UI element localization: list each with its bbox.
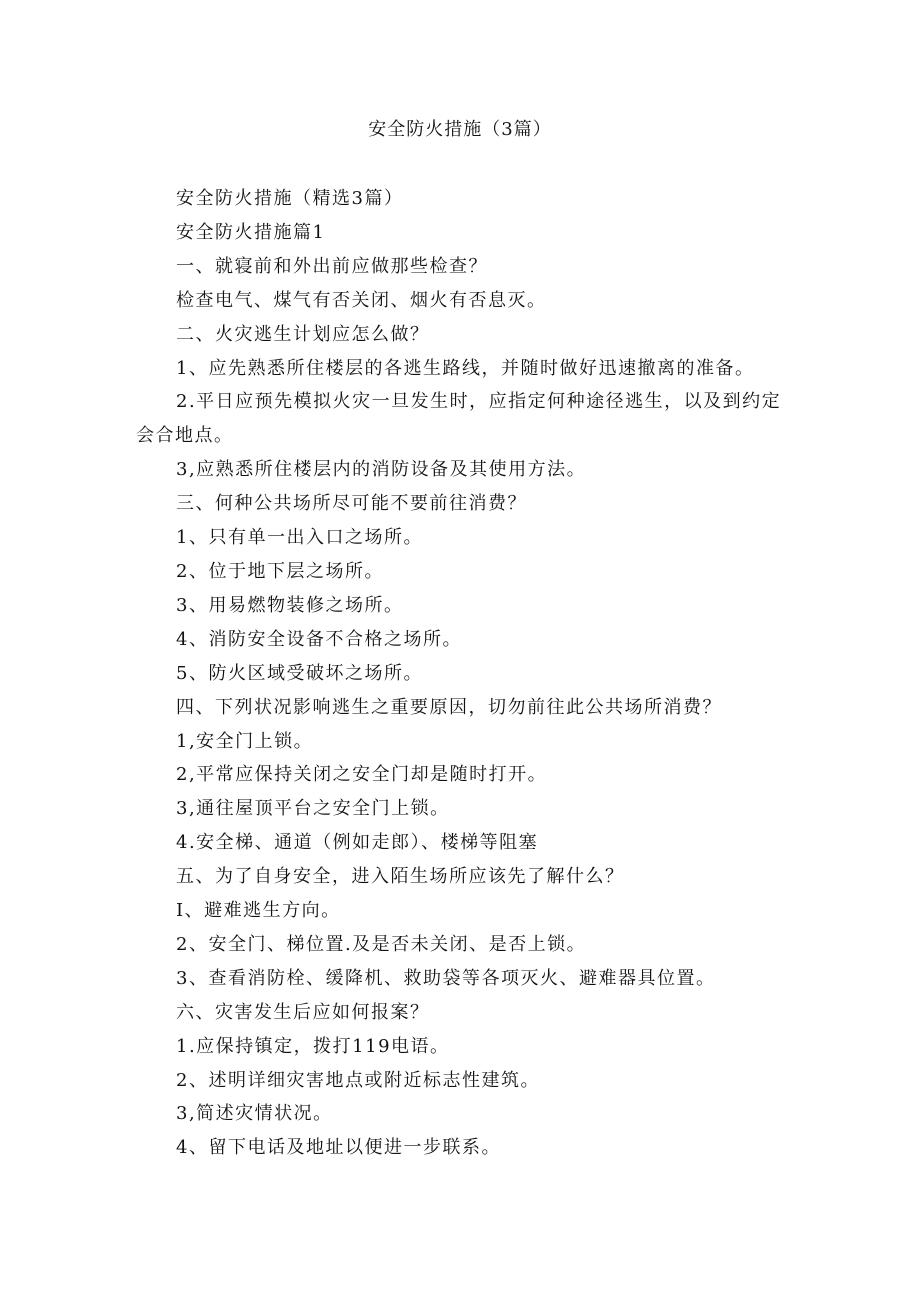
list-item: 1、只有单一出入口之场所。 [176,527,423,549]
list-item: 2.平日应预先模拟火灾一旦发生时，应指定何种途径逃生，以及到约定会合地点。 [136,391,782,447]
list-item: 3,通往屋顶平台之安全门上锁。 [176,798,450,820]
list-item: 2、位于地下层之场所。 [176,560,384,582]
list-item: I、避难逃生方向。 [176,900,341,922]
question-heading-2: 二、火灾逃生计划应怎么做？ [176,323,430,345]
list-item: 3,简述灾情状况。 [176,1103,333,1125]
list-item: 4.安全梯、通道（例如走郎）、楼梯等阻塞 [176,832,539,854]
question-heading-1: 一、就寝前和外出前应做那些检查？ [176,255,488,277]
list-item: 2,平常应保持关闭之安全门却是随时打开。 [176,764,548,786]
list-item: 2、述明详细灾害地点或附近标志性建筑。 [176,1069,540,1091]
document-title: 安全防火措施（3篇） [368,119,552,140]
paragraph-section-heading: 安全防火措施篇1 [176,221,326,243]
question-heading-5: 五、为了自身安全，进入陌生场所应该先了解什么？ [176,866,625,888]
list-item: 1.应保持镇定，拨打119电语。 [176,1035,450,1057]
list-item: 3,应熟悉所住楼层内的消防设备及其使用方法。 [176,459,587,481]
list-item: 1,安全门上锁。 [176,730,314,752]
list-item: 2、安全门、梯位置.及是否未关闭、是否上锁。 [176,933,587,955]
question-heading-6: 六、灾害发生后应如何报案？ [176,1001,430,1023]
list-item: 4、消防安全设备不合格之场所。 [176,628,462,650]
list-item: 1、应先熟悉所住楼层的各逃生路线，并随时做好迅速撤离的准备。 [176,357,755,379]
question-heading-4: 四、下列状况影响逃生之重要原因，切勿前往此公共场所消费？ [176,696,722,718]
paragraph-subtitle: 安全防火措施（精选3篇） [176,188,404,209]
list-item: 3、用易燃物装修之场所。 [176,594,404,616]
list-item: 5、防火区域受破坏之场所。 [176,662,423,684]
list-item: 4、留下电话及地址以便进一步联系。 [176,1137,501,1159]
question-heading-3: 三、何种公共场所尽可能不要前往消费？ [176,493,527,515]
answer-paragraph: 检查电气、煤气有否关闭、烟火有否息灭。 [176,289,547,311]
list-item: 3、查看消防栓、缓降机、救助袋等各项灭火、避难器具位置。 [176,967,716,989]
document-body [136,182,796,1165]
